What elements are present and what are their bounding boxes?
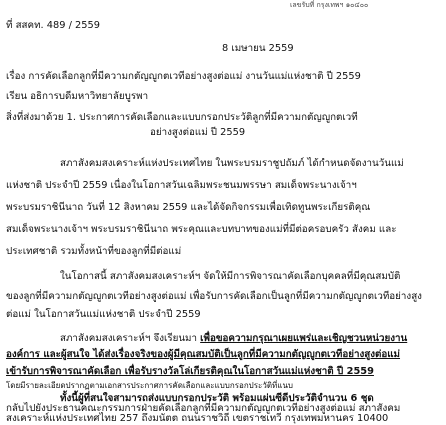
document-date: 8 เมษายน 2559 — [222, 43, 294, 54]
enclosure-line: สิ่งที่ส่งมาด้วย 1. ประกาศการคัดเลือกและแบบกรอกประวัติลูกที่มีความกตัญญูกตเวที — [6, 112, 358, 123]
paragraph-3-line: องค์การ และผู้สนใจ ได้ส่งเรื่องจริงของผู้มีคุณสมบัติเป็นลูกที่มีความกตัญญูกตเวทีอย่างสูงต่อแม่ — [6, 349, 401, 360]
paragraph-1-line: สมเด็จพระนางเจ้าฯ พระบรมราชินีนาถ พระคุณและบทบาทของแม่ที่มีต่อครอบครัว สังคม และ — [6, 224, 397, 235]
paragraph-3-line: โดยมีรายละเอียดปรากฏตามเอกสารประกาศการคัดเลือกและแบบกรอกประวัติที่แนบ — [6, 381, 293, 390]
paragraph-1-line: พระบรมราชินีนาถ วันที่ 12 สิงหาคม 2559 และได้จัดกิจกรรมเพื่อเทิดทูนพระเกียรติคุณ — [6, 202, 371, 213]
paragraph-1-line: แห่งชาติ ประจำปี 2559 เนื่องในโอกาสวันเฉลิมพระชนมพรรษา สมเด็จพระนางเจ้าฯ — [6, 180, 357, 191]
recipient-line: เรียน อธิการบดีมหาวิทยาลัยบูรพา — [6, 91, 149, 102]
document-number: ที่ สสคท. 489 / 2559 — [6, 20, 100, 31]
subject-line: เรื่อง การคัดเลือกลูกที่มีความกตัญญูกตเวทีอย่างสูงต่อแม่ งานวันแม่แห่งชาติ ปี 2559 — [6, 71, 361, 82]
paragraph-3-emphasis: เพื่อขอความกรุณาเผยแพร่และเชิญชวนหน่วยงาน — [200, 333, 408, 344]
paragraph-3-line: เข้ารับการพิจารณาคัดเลือก เพื่อรับรางวัลโล่เกียรติคุณในโอกาสวันแม่แห่งชาติ ปี 2559 — [6, 366, 374, 377]
paragraph-2-line: ของลูกที่มีความกตัญญูกตเวทีอย่างสูงต่อแม่ เพื่อรับการคัดเลือกเป็นลูกที่มีความกตัญญูกตเวทีอย่างสูง — [6, 291, 422, 302]
paragraph-3-line — [60, 333, 407, 345]
paragraph-2-line: ต่อแม่ ในโอกาสวันแม่แห่งชาติ ประจำปี 2559 — [6, 309, 201, 320]
paragraph-3-lead: สภาสังคมสงเคราะห์ฯ จึงเรียนมา — [60, 333, 198, 344]
paragraph-2-line: ในโอกาสนี้ สภาสังคมสงเคราะห์ฯ จัดให้มีการพิจารณาคัดเลือกบุคคลที่มีคุณสมบัติ — [60, 271, 401, 282]
enclosure-continuation: อย่างสูงต่อแม่ ปี 2559 — [150, 127, 246, 138]
paragraph-4-line: สงเคราะห์แห่งประเทศไทย 257 ถึงมนัตต ถนนราชวิถี เขตราชเทวี กรุงเทพมหานคร 10400 — [6, 413, 389, 424]
paragraph-1-line: ประเทศชาติ รวมทั้งหน้าที่ของลูกที่มีต่อแม่ — [6, 246, 182, 257]
paragraph-4-line: ทั้งนี้ผู้ที่สนใจสามารถส่งแบบกรอกประวัติ พร้อมแผ่นซีดีประวัติจำนวน 6 ชุด — [60, 393, 374, 404]
top-strip-text: เลขรับที่ กรุงเทพฯ ๑๐๔๐๐ — [290, 1, 369, 9]
paragraph-4-line: กลับไปยังประธานคณะกรรมการฝ่ายคัดเลือกลูกที่มีความกตัญญูกตเวทีอย่างสูงต่อแม่ สภาสังคม — [6, 403, 401, 414]
paragraph-1-line: สภาสังคมสงเคราะห์แห่งประเทศไทย ในพระบรมราชูปถัมภ์ ได้กำหนดจัดงานวันแม่ — [60, 158, 404, 169]
